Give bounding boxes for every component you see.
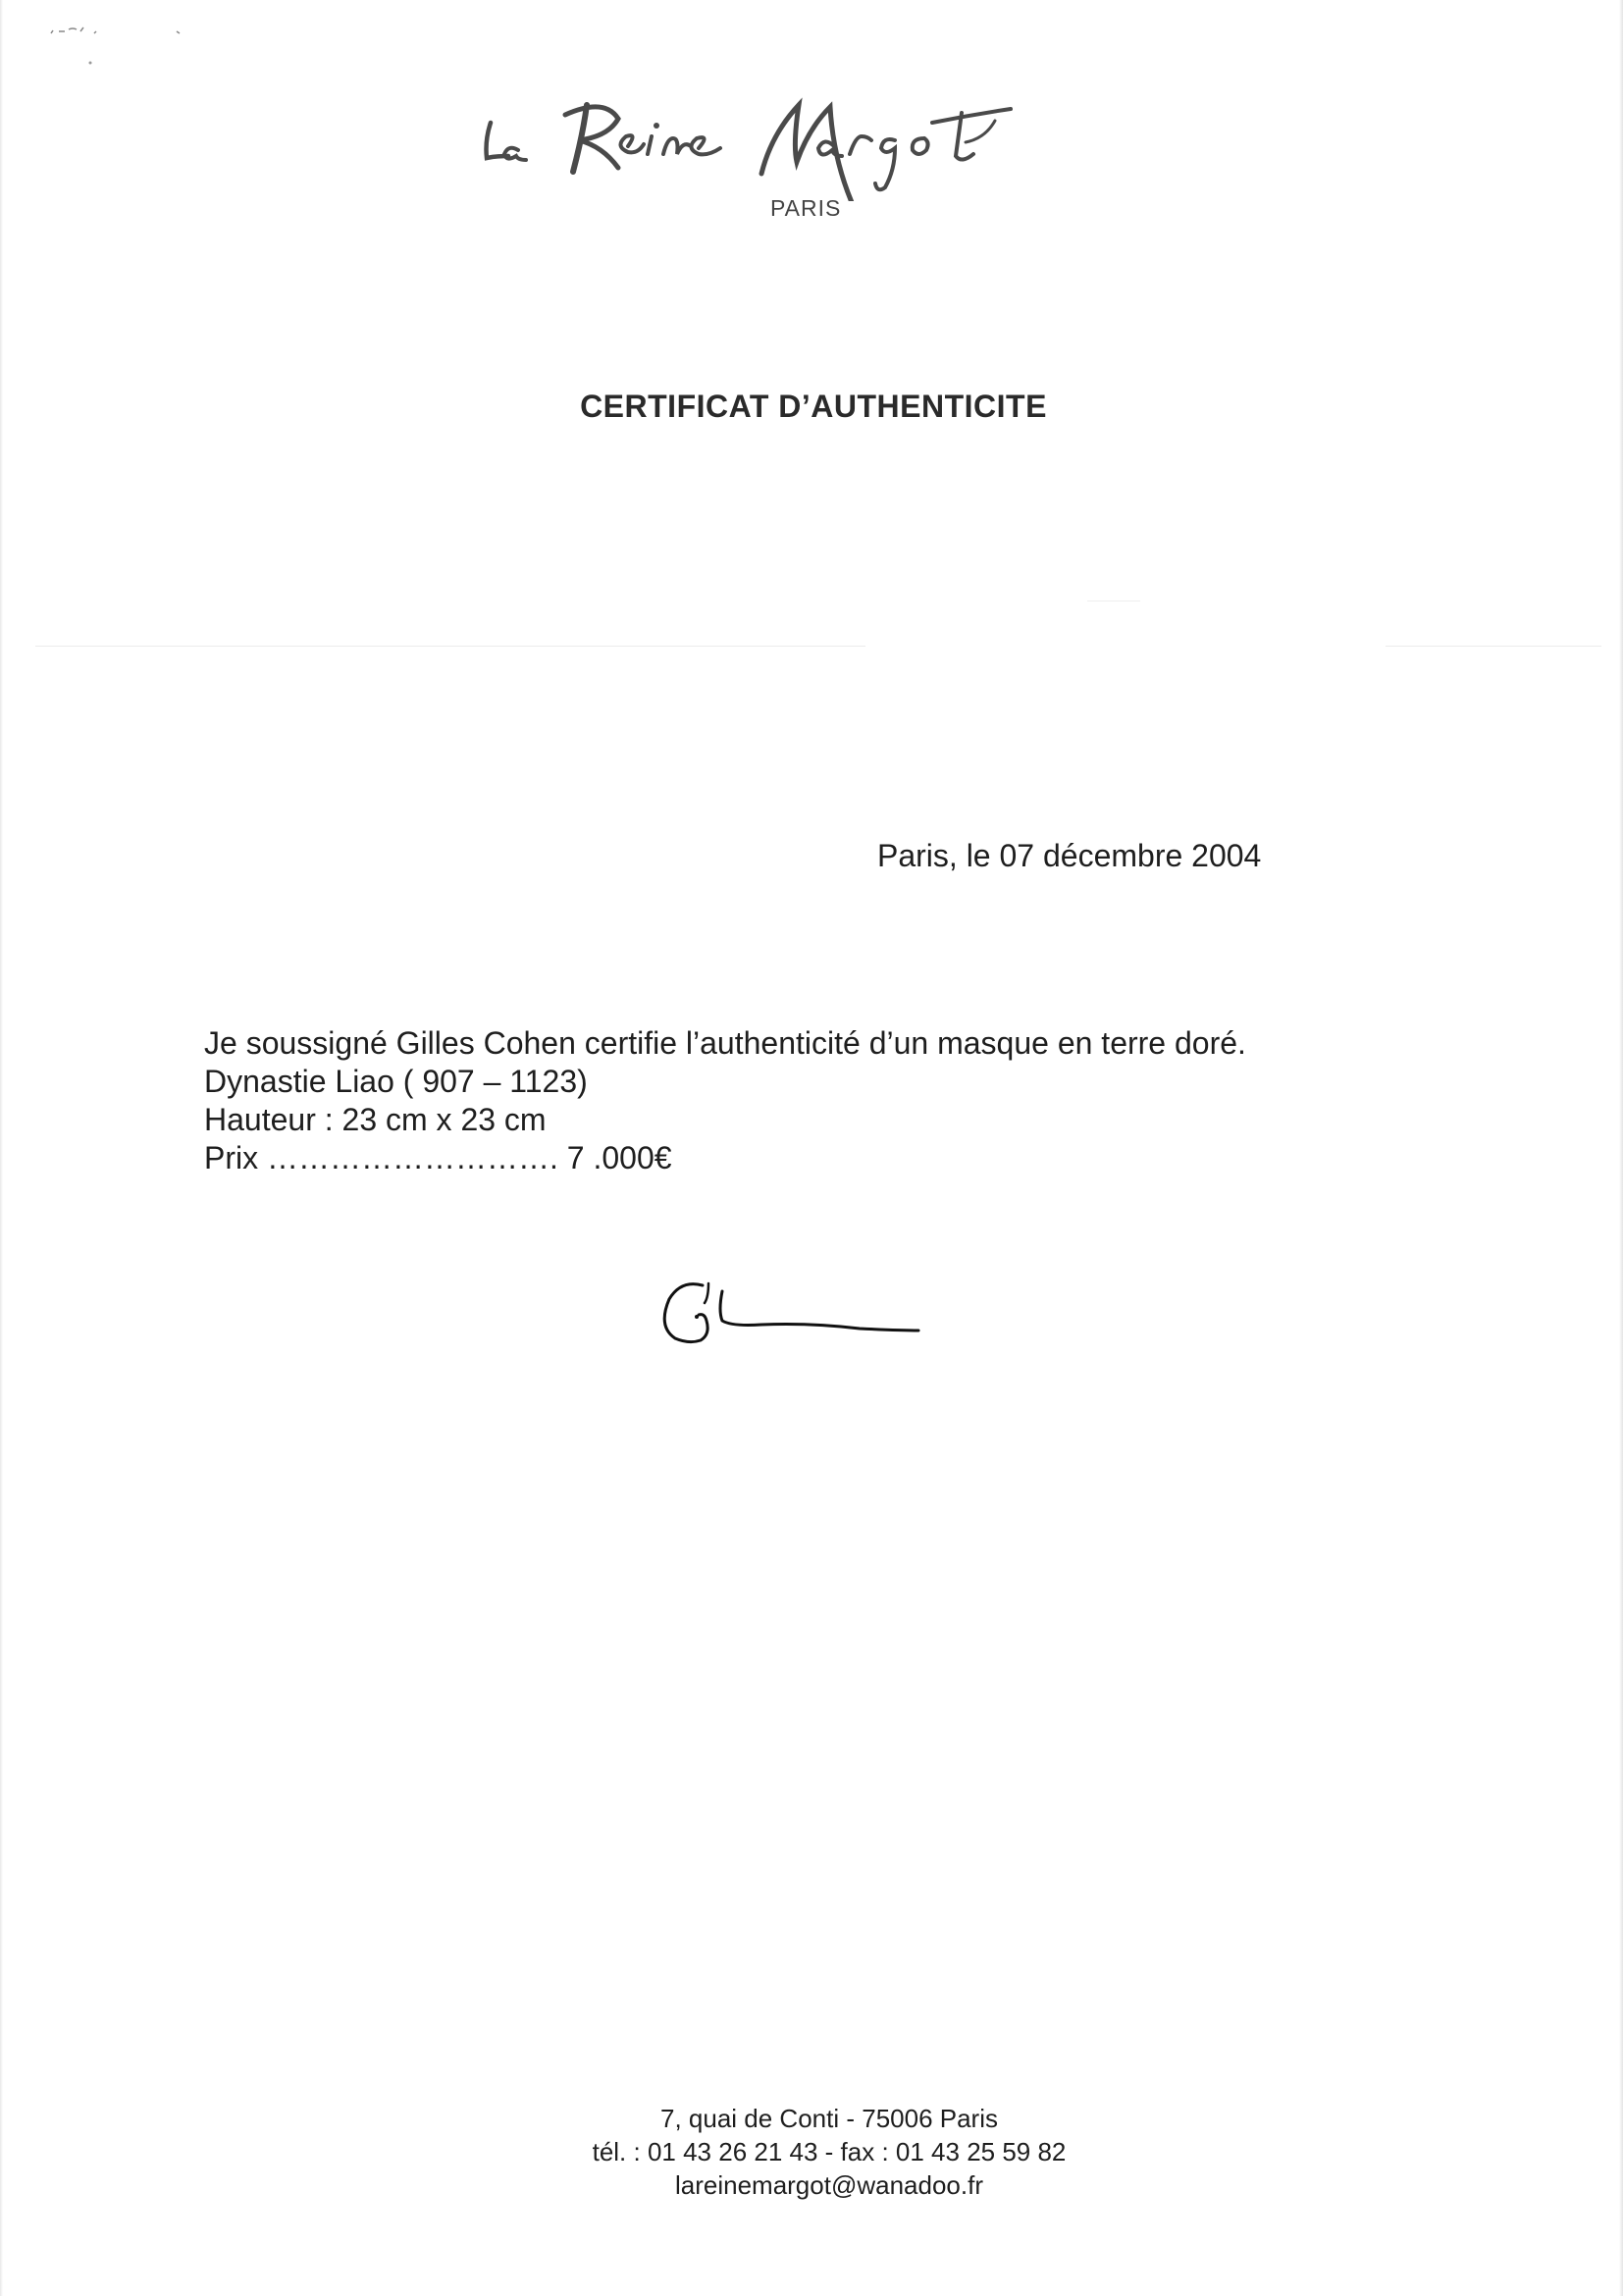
certification-statement: Je soussigné Gilles Cohen certifie l’authenticité d’un masque en terre doré. xyxy=(204,1025,1246,1061)
dimensions-line: Hauteur : 23 cm x 23 cm xyxy=(204,1102,547,1137)
scan-edge-left xyxy=(0,0,3,2296)
scan-edge-right xyxy=(1619,0,1623,2296)
scan-artifact-rule-right xyxy=(1386,646,1601,647)
document-title xyxy=(0,389,1623,425)
signature xyxy=(657,1268,971,1376)
scan-artifact-dash xyxy=(1087,600,1140,601)
footer-phone-fax: tél. : 01 43 26 21 43 - fax : 01 43 25 59 82 xyxy=(592,2137,1067,2166)
footer-address: 7, quai de Conti - 75006 Paris xyxy=(660,2104,998,2133)
footer-contact xyxy=(0,2102,1623,2202)
price-label: Prix xyxy=(204,1140,259,1175)
price-line xyxy=(204,1139,1382,1177)
certificate-body xyxy=(204,1024,1382,1177)
letterhead xyxy=(471,93,1148,240)
footer-email: lareinemargot@wanadoo.fr xyxy=(674,2170,983,2200)
brand-logo xyxy=(471,93,1148,201)
brand-city: PARIS xyxy=(770,195,842,221)
document-title-text: CERTIFICAT D’AUTHENTICITE xyxy=(580,389,1047,424)
dynasty-line: Dynastie Liao ( 907 – 1123) xyxy=(204,1064,588,1099)
price-leader-dots: ………………………. xyxy=(258,1140,567,1175)
scan-artifact-rule-left xyxy=(35,646,865,647)
price-value: 7 .000€ xyxy=(566,1140,672,1175)
date-line: Paris, le 07 décembre 2004 xyxy=(877,838,1262,873)
scan-corner-marks xyxy=(47,20,194,78)
